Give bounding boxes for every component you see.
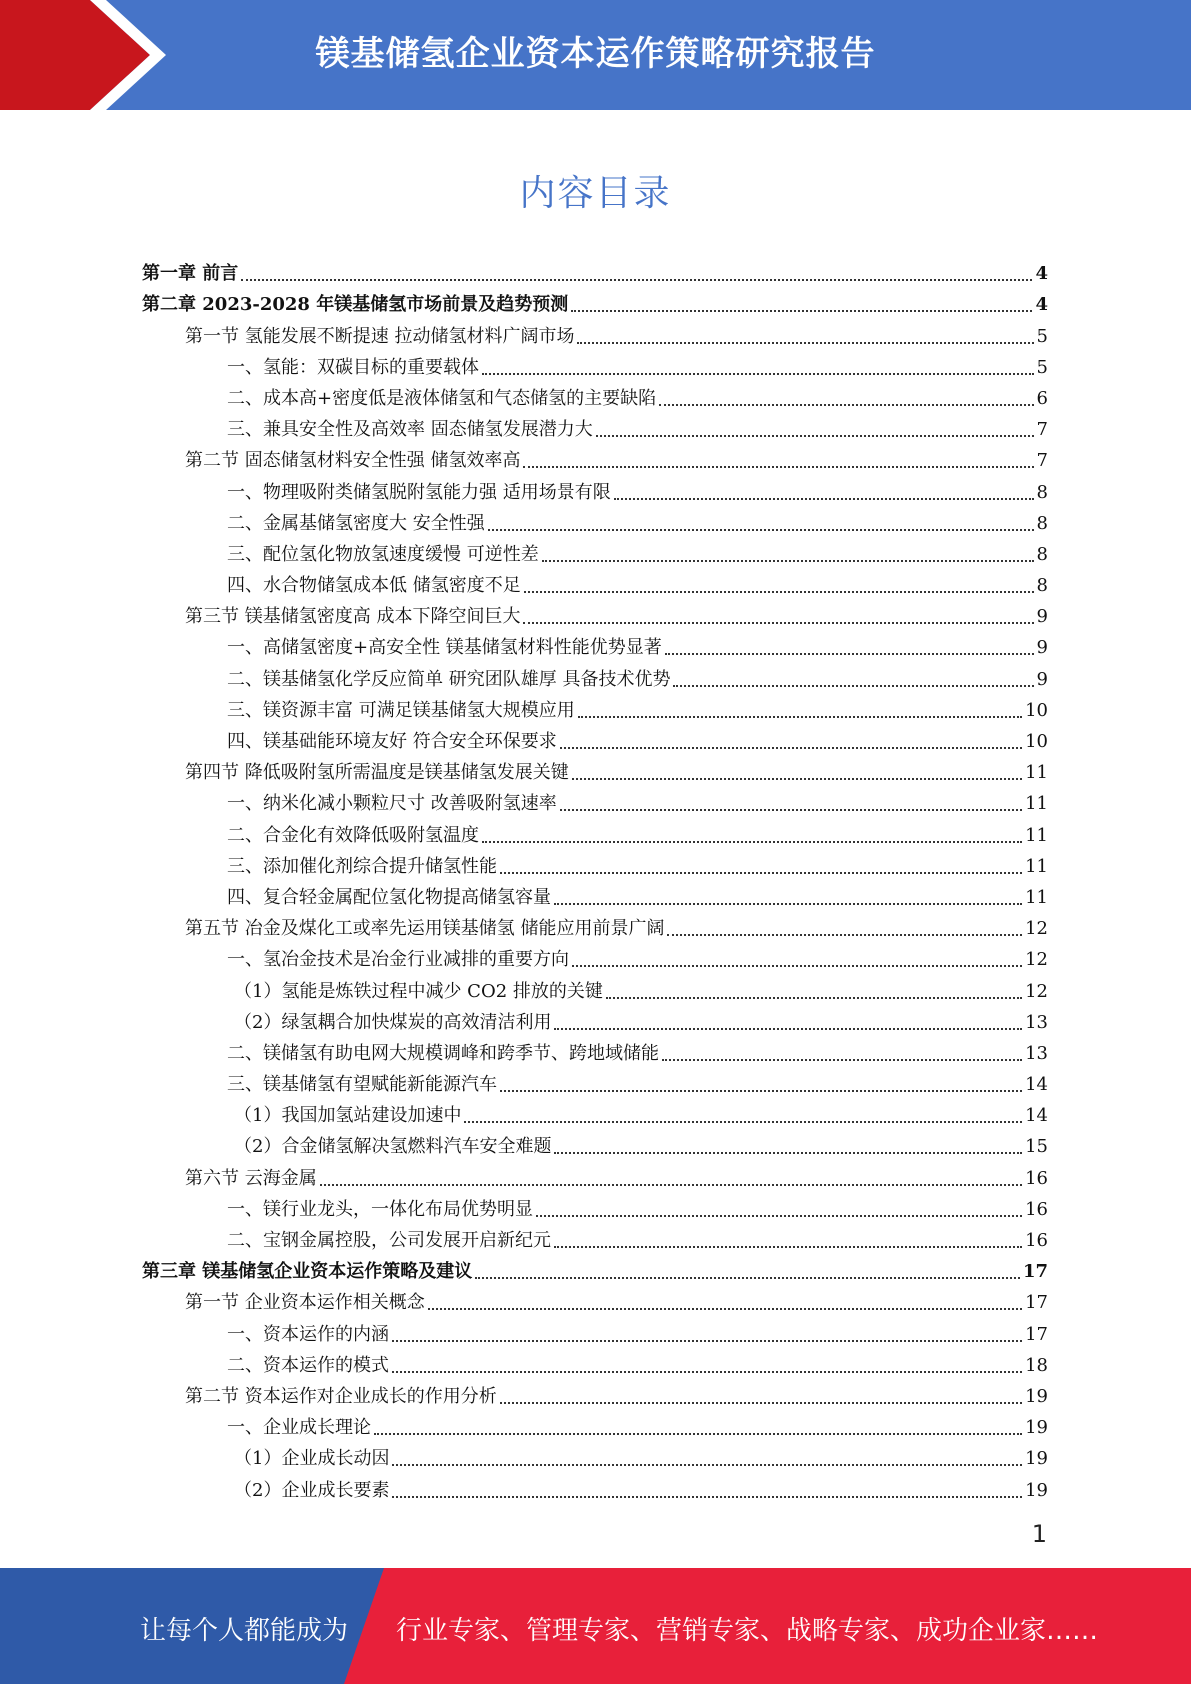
toc-entry[interactable] [142, 1346, 1048, 1377]
toc-leader-dots [536, 1215, 1022, 1217]
toc-entry-label: 第五节 冶金及煤化工或率先运用镁基储氢 储能应用前景广阔 [185, 918, 665, 940]
toc-entry-label: 二、镁储氢有助电网大规模调峰和跨季节、跨地域储能 [227, 1042, 659, 1064]
toc-entry[interactable] [142, 597, 1048, 628]
toc-leader-dots [500, 1402, 1022, 1404]
toc-entry-label: 一、物理吸附类储氢脱附氢能力强 适用场景有限 [227, 481, 611, 503]
toc-leader-dots [665, 653, 1034, 655]
toc-leader-dots [659, 404, 1033, 406]
toc-entry[interactable] [142, 1252, 1048, 1283]
toc-entry[interactable] [142, 441, 1048, 472]
toc-entry-label: 二、成本高+密度低是液体储氢和气态储氢的主要缺陷 [227, 387, 657, 409]
toc-entry-page: 16 [1025, 1230, 1048, 1251]
toc-entry-label: 三、添加催化剂综合提升储氢性能 [227, 855, 497, 877]
toc-entry[interactable] [142, 878, 1048, 909]
toc-entry-label: 一、镁行业龙头，一体化布局优势明显 [227, 1198, 533, 1220]
toc-entry-page: 5 [1036, 356, 1048, 378]
toc-entry-page: 11 [1025, 762, 1048, 784]
toc-leader-dots [482, 841, 1022, 843]
toc-entry-page: 13 [1025, 1011, 1048, 1033]
toc-entry-label: 一、氢冶金技术是冶金行业减排的重要方向 [227, 949, 569, 971]
toc-leader-dots [374, 1433, 1022, 1435]
page-number: 1 [1031, 1520, 1047, 1548]
toc-entry-label: （1）我国加氢站建设加速中 [234, 1105, 462, 1127]
toc-heading: 内容目录 [519, 173, 672, 214]
toc-entry[interactable] [142, 285, 1048, 316]
toc-entry-page: 17 [1022, 1261, 1048, 1283]
toc-entry[interactable] [142, 659, 1048, 690]
toc-entry-page: 12 [1025, 918, 1048, 940]
toc-entry-label: 三、配位氢化物放氢速度缓慢 可逆性差 [227, 543, 539, 565]
toc-entry-page: 12 [1025, 980, 1048, 1002]
toc-entry-page: 16 [1025, 1198, 1048, 1220]
toc-entry-label: 二、宝钢金属控股，公司发展开启新纪元 [227, 1230, 551, 1251]
toc-entry-page: 8 [1036, 512, 1048, 534]
toc-entry-label: 第一节 企业资本运作相关概念 [185, 1292, 425, 1314]
toc-entry-page: 7 [1036, 419, 1048, 441]
toc-leader-dots [577, 342, 1033, 344]
toc-entry-label: 一、氢能：双碳目标的重要载体 [227, 356, 479, 378]
toc-entry-page: 19 [1025, 1417, 1048, 1439]
toc-leader-dots [572, 965, 1022, 967]
toc-entry-label: 第二节 固态储氢材料安全性强 储氢效率高 [185, 450, 521, 472]
toc-entry-page: 8 [1036, 543, 1048, 565]
toc-entry[interactable] [142, 1034, 1048, 1065]
toc-leader-dots [662, 1059, 1022, 1061]
toc-leader-dots [554, 903, 1022, 905]
toc-entry-page: 11 [1025, 824, 1048, 846]
toc-entry[interactable] [142, 348, 1048, 379]
toc-entry-label: 二、资本运作的模式 [227, 1354, 389, 1376]
toc-entry-page: 17 [1025, 1292, 1048, 1314]
toc-entry-page: 5 [1036, 325, 1048, 347]
page-footer [0, 1568, 1191, 1684]
toc-entry-page: 19 [1025, 1479, 1048, 1501]
toc-entry-page: 15 [1025, 1136, 1048, 1158]
toc-leader-dots [596, 435, 1034, 437]
toc-leader-dots [500, 1090, 1022, 1092]
toc-entry-label: 一、资本运作的内涵 [227, 1323, 389, 1345]
toc-leader-dots [392, 1340, 1022, 1342]
toc-leader-dots [554, 1152, 1022, 1154]
toc-entry[interactable] [142, 1003, 1048, 1034]
toc-leader-dots [523, 622, 1033, 624]
toc-entry[interactable] [142, 410, 1048, 441]
toc-entry-page: 9 [1036, 668, 1048, 690]
toc-leader-dots [241, 279, 1032, 281]
toc-entry[interactable] [142, 504, 1048, 535]
toc-leader-dots [572, 778, 1022, 780]
toc-entry[interactable] [142, 815, 1048, 846]
toc-entry-label: 第一节 氢能发展不断提速 拉动储氢材料广阔市场 [185, 325, 575, 347]
toc-entry[interactable] [142, 1439, 1048, 1470]
toc-entry[interactable] [142, 753, 1048, 784]
toc-entry[interactable] [142, 1190, 1048, 1221]
toc-leader-dots [560, 747, 1022, 749]
toc-entry-label: 四、镁基础能环境友好 符合安全环保要求 [227, 731, 557, 752]
toc-entry-page: 6 [1036, 387, 1048, 409]
toc-entry[interactable] [142, 1127, 1048, 1158]
toc-leader-dots [392, 1464, 1022, 1466]
toc-entry[interactable] [142, 1158, 1048, 1189]
toc-leader-dots [428, 1308, 1022, 1310]
toc-entry-page: 8 [1036, 575, 1048, 597]
toc-leader-dots [578, 716, 1022, 718]
toc-entry[interactable] [142, 1377, 1048, 1408]
toc-entry-label: 第二章 2023-2028 年镁基储氢市场前景及趋势预测 [142, 294, 569, 316]
toc-entry-page: 11 [1025, 855, 1048, 877]
toc-entry-page: 9 [1036, 637, 1048, 659]
toc-entry-page: 14 [1025, 1074, 1048, 1096]
toc-leader-dots [554, 1246, 1022, 1248]
toc-entry[interactable] [142, 472, 1048, 503]
toc-entry-page: 18 [1025, 1354, 1048, 1376]
toc-entry-label: 第四节 降低吸附氢所需温度是镁基储氢发展关键 [185, 762, 569, 784]
toc-entry-label: 三、兼具安全性及高效率 固态储氢发展潜力大 [227, 419, 593, 441]
toc-entry-label: 四、复合轻金属配位氢化物提高储氢容量 [227, 886, 551, 908]
toc-entry[interactable] [142, 535, 1048, 566]
toc-entry-label: 一、高储氢密度+高安全性 镁基储氢材料性能优势显著 [227, 637, 662, 659]
toc-entry-page: 11 [1025, 793, 1048, 815]
toc-entry-label: 二、合金化有效降低吸附氢温度 [227, 824, 479, 846]
toc-leader-dots [482, 373, 1034, 375]
toc-entry[interactable] [142, 971, 1048, 1002]
toc-entry[interactable] [142, 316, 1048, 347]
toc-entry[interactable] [142, 1283, 1048, 1314]
toc-entry[interactable] [142, 1408, 1048, 1439]
toc-entry[interactable] [142, 847, 1048, 878]
toc-leader-dots [606, 997, 1022, 999]
toc-entry-page: 14 [1025, 1105, 1048, 1127]
toc-entry-label: 一、纳米化减小颗粒尺寸 改善吸附氢速率 [227, 793, 557, 815]
toc-leader-dots [392, 1371, 1022, 1373]
report-title: 镁基储氢企业资本运作策略研究报告 [315, 34, 876, 74]
toc-entry-page: 11 [1025, 886, 1048, 908]
toc-entry[interactable] [142, 1221, 1048, 1252]
toc-entry[interactable] [142, 1470, 1048, 1501]
toc-entry-page: 8 [1036, 481, 1048, 503]
toc-entry-page: 4 [1035, 294, 1048, 316]
toc-entry-label: 一、企业成长理论 [227, 1417, 371, 1439]
toc-leader-dots [392, 1496, 1022, 1498]
toc-entry-page: 7 [1036, 450, 1048, 472]
toc-leader-dots [523, 466, 1033, 468]
toc-leader-dots [614, 498, 1034, 500]
toc-entry-label: 第一章 前言 [142, 263, 239, 285]
toc-leader-dots [500, 872, 1022, 874]
toc-leader-dots [673, 685, 1033, 687]
toc-entry-label: 二、金属基储氢密度大 安全性强 [227, 512, 485, 534]
toc-entry-label: （1）企业成长动因 [234, 1448, 390, 1470]
toc-entry-page: 12 [1025, 949, 1048, 971]
toc-entry-page: 13 [1025, 1042, 1048, 1064]
toc-entry[interactable] [142, 1314, 1048, 1345]
toc-entry-label: （2）绿氢耦合加快煤炭的高效清洁利用 [234, 1011, 552, 1033]
toc-entry[interactable] [142, 940, 1048, 971]
toc-entry[interactable] [142, 1096, 1048, 1127]
toc-entry[interactable] [142, 909, 1048, 940]
header-red-arrow [0, 0, 150, 110]
toc-leader-dots [554, 1028, 1022, 1030]
table-of-contents [142, 254, 1048, 1502]
toc-leader-dots [560, 809, 1022, 811]
toc-entry-page: 10 [1025, 731, 1048, 752]
toc-leader-dots [464, 1121, 1022, 1123]
footer-slogan-right: 行业专家、管理专家、营销专家、战略专家、成功企业家…… [396, 1616, 1099, 1646]
toc-entry-label: （1）氢能是炼铁过程中减少 CO2 排放的关键 [234, 980, 603, 1002]
toc-entry-label: 第三节 镁基储氢密度高 成本下降空间巨大 [185, 606, 521, 628]
toc-entry-label: （2）合金储氢解决氢燃料汽车安全难题 [234, 1136, 552, 1158]
toc-entry-label: 四、水合物储氢成本低 储氢密度不足 [227, 575, 521, 597]
toc-entry-page: 17 [1025, 1323, 1048, 1345]
toc-entry-page: 16 [1025, 1167, 1048, 1189]
toc-leader-dots [475, 1277, 1020, 1279]
toc-leader-dots [320, 1184, 1022, 1186]
toc-entry[interactable] [142, 254, 1048, 285]
toc-entry-page: 10 [1025, 699, 1048, 721]
toc-entry-page: 4 [1035, 263, 1048, 285]
toc-entry-label: （2）企业成长要素 [234, 1479, 390, 1501]
toc-entry-label: 二、镁基储氢化学反应简单 研究团队雄厚 具备技术优势 [227, 668, 671, 690]
toc-entry-page: 19 [1025, 1448, 1048, 1470]
toc-entry-label: 三、镁基储氢有望赋能新能源汽车 [227, 1074, 497, 1096]
toc-entry-page: 19 [1025, 1385, 1048, 1407]
toc-entry[interactable] [142, 691, 1048, 722]
toc-entry-page: 9 [1036, 606, 1048, 628]
toc-entry-label: 第三章 镁基储氢企业资本运作策略及建议 [142, 1261, 473, 1283]
page-header [0, 0, 1191, 110]
toc-entry[interactable] [142, 722, 1048, 753]
footer-slogan-left: 让每个人都能成为 [140, 1616, 349, 1646]
toc-leader-dots [571, 310, 1032, 312]
toc-entry-label: 第六节 云海金属 [185, 1167, 317, 1189]
toc-entry[interactable] [142, 784, 1048, 815]
toc-entry-label: 三、镁资源丰富 可满足镁基储氢大规模应用 [227, 699, 575, 721]
toc-leader-dots [524, 591, 1034, 593]
toc-entry[interactable] [142, 566, 1048, 597]
toc-entry[interactable] [142, 1065, 1048, 1096]
toc-leader-dots [542, 560, 1034, 562]
toc-entry[interactable] [142, 379, 1048, 410]
toc-leader-dots [488, 529, 1034, 531]
toc-entry-label: 第二节 资本运作对企业成长的作用分析 [185, 1385, 497, 1407]
toc-leader-dots [667, 934, 1022, 936]
toc-entry[interactable] [142, 628, 1048, 659]
